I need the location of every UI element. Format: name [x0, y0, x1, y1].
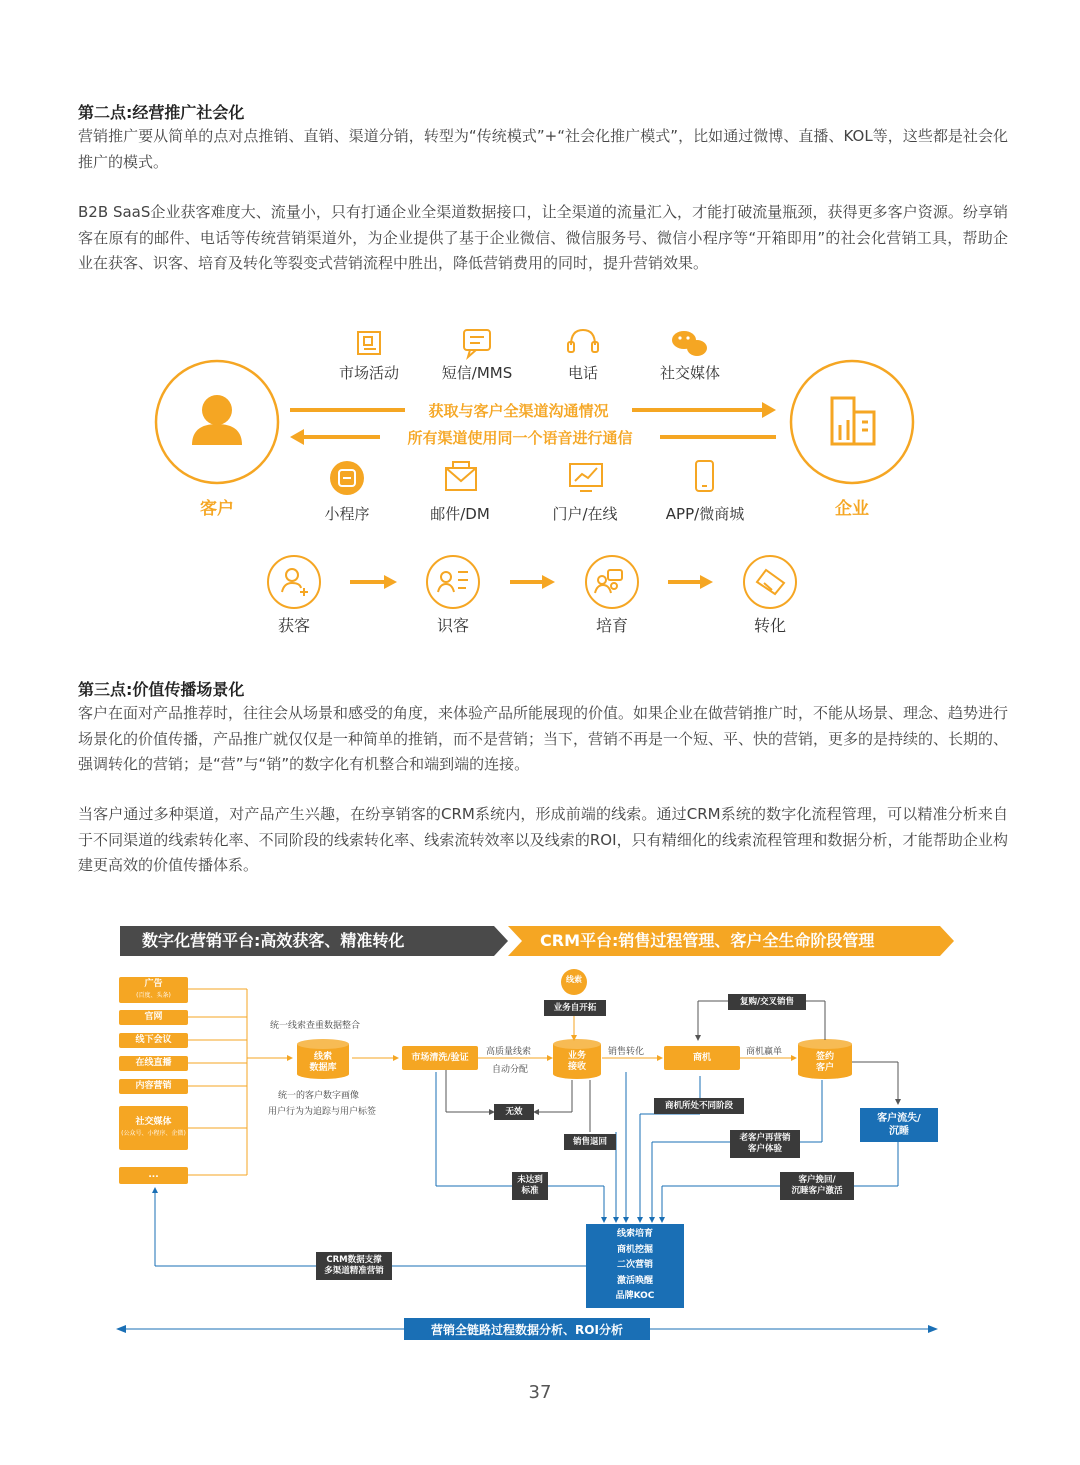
repurchase-box: 复购/交叉销售 — [728, 994, 806, 1010]
old-customer-box: 老客户再营销 客户体验 — [730, 1130, 800, 1158]
arrow-right-label: 获取与客户全渠道沟通情况 — [428, 402, 609, 420]
section3-para1: 客户在面对产品推荐时，往往会从场景和感受的角度，来体验产品所能展现的价值。如果企业在做营销推广时，不能从场景、理念、趋势进行场景化的价值传播，产品推广就仅仅是一种简单的推销，而不是营销；当下，营销不再是一个短、平、快的营销，更多的是持续的、长期的、强调转化的营销；是“营”与“销”的数字化有机整合和端到端的连接。 — [78, 704, 1009, 773]
clue-label: 线索 — [566, 975, 582, 984]
center-box — [586, 1224, 684, 1308]
clue-db-label: 线索 数据库 — [309, 1052, 337, 1073]
sales-convert-text: 销售转化 — [608, 1047, 645, 1057]
arrow-left-label: 所有渠道使用同一个语音进行通信 — [407, 429, 633, 447]
center-item: 商机挖掘 — [616, 1244, 653, 1255]
customer-label: 客户 — [200, 499, 234, 519]
section3-title: 第三点:价值传播场景化 — [78, 680, 245, 699]
center-item: 二次营销 — [616, 1260, 653, 1271]
high-quality-text: 高质量线索 — [486, 1047, 532, 1057]
signed-label: 签约 客户 — [815, 1052, 834, 1073]
stage-convert-label: 转化 — [753, 616, 786, 635]
not-standard-box: 未达到 标准 — [512, 1172, 548, 1200]
channel-label-phone: 电话 — [567, 364, 598, 382]
market-clean-box: 市场清洗/验证 — [402, 1046, 478, 1070]
source-social — [119, 1106, 188, 1150]
sales-return-box: 销售退回 — [564, 1134, 616, 1150]
crm-support-box: CRM数据支撑 多渠道精准营销 — [316, 1252, 392, 1280]
stage-identify-label: 识客 — [436, 616, 469, 635]
channel-label-sms: 短信/MMS — [441, 364, 513, 382]
source-more: ... — [119, 1167, 188, 1184]
banner-right-label: CRM平台:销售过程管理、客户全生命阶段管理 — [540, 931, 875, 950]
stage-nurture-label: 培育 — [595, 616, 628, 635]
opportunity-box: 商机 — [664, 1046, 740, 1070]
source-content: 内容营销 — [119, 1079, 188, 1094]
channel-label-social: 社交媒体 — [659, 364, 720, 382]
auto-assign-text: 自动分配 — [492, 1065, 529, 1075]
banner-left-label: 数字化营销平台:高效获客、精准转化 — [142, 931, 405, 950]
source-ad — [119, 977, 188, 1003]
center-item: 线索培育 — [616, 1229, 653, 1240]
portrait-text1: 统一的客户数字画像 — [278, 1091, 360, 1101]
channel-label-event: 市场活动 — [338, 364, 399, 382]
section2-title: 第二点:经营推广社会化 — [78, 103, 245, 122]
source-ad-sub: (百度、头条) — [136, 992, 171, 999]
channel-label-mail: 邮件/DM — [430, 505, 490, 523]
source-social-sub: (公众号、小程序、企微) — [121, 1130, 186, 1137]
section2-para1: 营销推广要从简单的点对点推销、直销、渠道分销，转型为“传统模式”+“社会化推广模式”，比如通过微博、直播、KOL等，这些都是社会化推广的模式。 — [78, 127, 1008, 171]
source-ad-label: 广告 — [144, 979, 163, 989]
portrait-text2: 用户行为为追踪与用户标签 — [268, 1107, 377, 1117]
center-item: 激活唤醒 — [616, 1275, 653, 1286]
win-text: 商机赢单 — [746, 1047, 783, 1057]
self-dev-box: 业务自开拓 — [544, 1000, 606, 1016]
biz-accept-label: 业务 接收 — [567, 1051, 586, 1072]
source-social-label: 社交媒体 — [135, 1117, 172, 1127]
source-offline: 线下会议 — [119, 1033, 188, 1048]
section2-para2: B2B SaaS企业获客难度大、流量小，只有打通企业全渠道数据接口，让全渠道的流量汇入，才能打破流量瓶颈，获得更多客户资源。纷享销客在原有的邮件、电话等传统营销渠道外，为企业提供了基于企业微信、微信服务号、微信小程序等“开箱即用”的社会化营销工具，帮助企业在获客、识客、培育及转化等裂变式营销流程中胜出，降低营销费用的同时，提升营销效果。 — [78, 203, 1008, 272]
section3-para2: 当客户通过多种渠道，对产品产生兴趣，在纷享销客的CRM系统内，形成前端的线索。通过CRM系统的数字化流程管理，可以精准分析来自于不同渠道的线索转化率、不同阶段的线索转化率、线索流转效率以及线索的ROI，只有精细化的线索流程管理和数据分析，才能帮助企业构建更高效的价值传播体系。 — [78, 805, 1008, 874]
winback-box: 客户挽回/ 沉睡客户激活 — [780, 1172, 854, 1200]
source-merge-lines — [188, 989, 796, 1175]
invalid-box: 无效 — [494, 1104, 534, 1120]
churn-box: 客户流失/ 沉睡 — [860, 1108, 938, 1142]
stage-acquire-label: 获客 — [277, 616, 310, 635]
source-website: 官网 — [119, 1010, 188, 1025]
channel-label-miniprogram: 小程序 — [324, 505, 370, 523]
center-item: 品牌KOC — [615, 1291, 655, 1302]
footer-bar: 营销全链路过程数据分析、ROI分析 — [404, 1318, 650, 1340]
merge-text: 统一线索查重数据整合 — [270, 1021, 361, 1031]
enterprise-label: 企业 — [835, 499, 869, 519]
channel-label-portal: 门户/在线 — [552, 505, 618, 523]
source-live: 在线直播 — [119, 1056, 188, 1071]
page-number: 37 — [528, 1382, 552, 1403]
opp-stages-box: 商机所处不同阶段 — [654, 1098, 744, 1114]
channel-label-mobile: APP/微商城 — [665, 505, 745, 523]
